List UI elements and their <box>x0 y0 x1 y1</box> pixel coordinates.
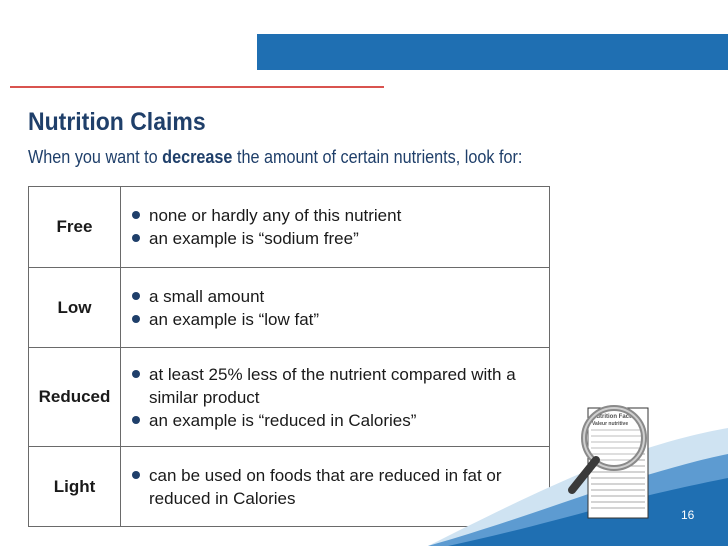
list-item: none or hardly any of this nutrient <box>129 204 543 227</box>
title-rule <box>10 86 384 88</box>
subtitle-suffix: the amount of certain nutrients, look for: <box>232 147 523 167</box>
table-row <box>29 187 550 268</box>
table-row <box>29 268 550 348</box>
magnifying-glass-icon <box>566 400 666 530</box>
list-item: an example is “reduced in Calories” <box>129 409 543 432</box>
list-item: an example is “sodium free” <box>129 227 543 250</box>
list-item: can be used on foods that are reduced in fat or reduced in Calories <box>129 464 543 510</box>
subtitle-prefix: When you want to <box>28 147 163 167</box>
claim-term: Free <box>29 187 121 268</box>
subtitle-emphasis: decrease <box>162 147 233 167</box>
page-subtitle <box>28 147 522 168</box>
claim-term: Reduced <box>29 348 121 447</box>
claim-term: Light <box>29 447 121 527</box>
header-band <box>257 34 728 70</box>
list-item: at least 25% less of the nutrient compared with a similar product <box>129 363 543 409</box>
claim-points <box>129 285 543 331</box>
list-item: a small amount <box>129 285 543 308</box>
list-item: an example is “low fat” <box>129 308 543 331</box>
claim-points <box>129 204 543 250</box>
page-number: 16 <box>681 508 695 522</box>
claim-term: Low <box>29 268 121 348</box>
page-title: Nutrition Claims <box>28 108 206 136</box>
